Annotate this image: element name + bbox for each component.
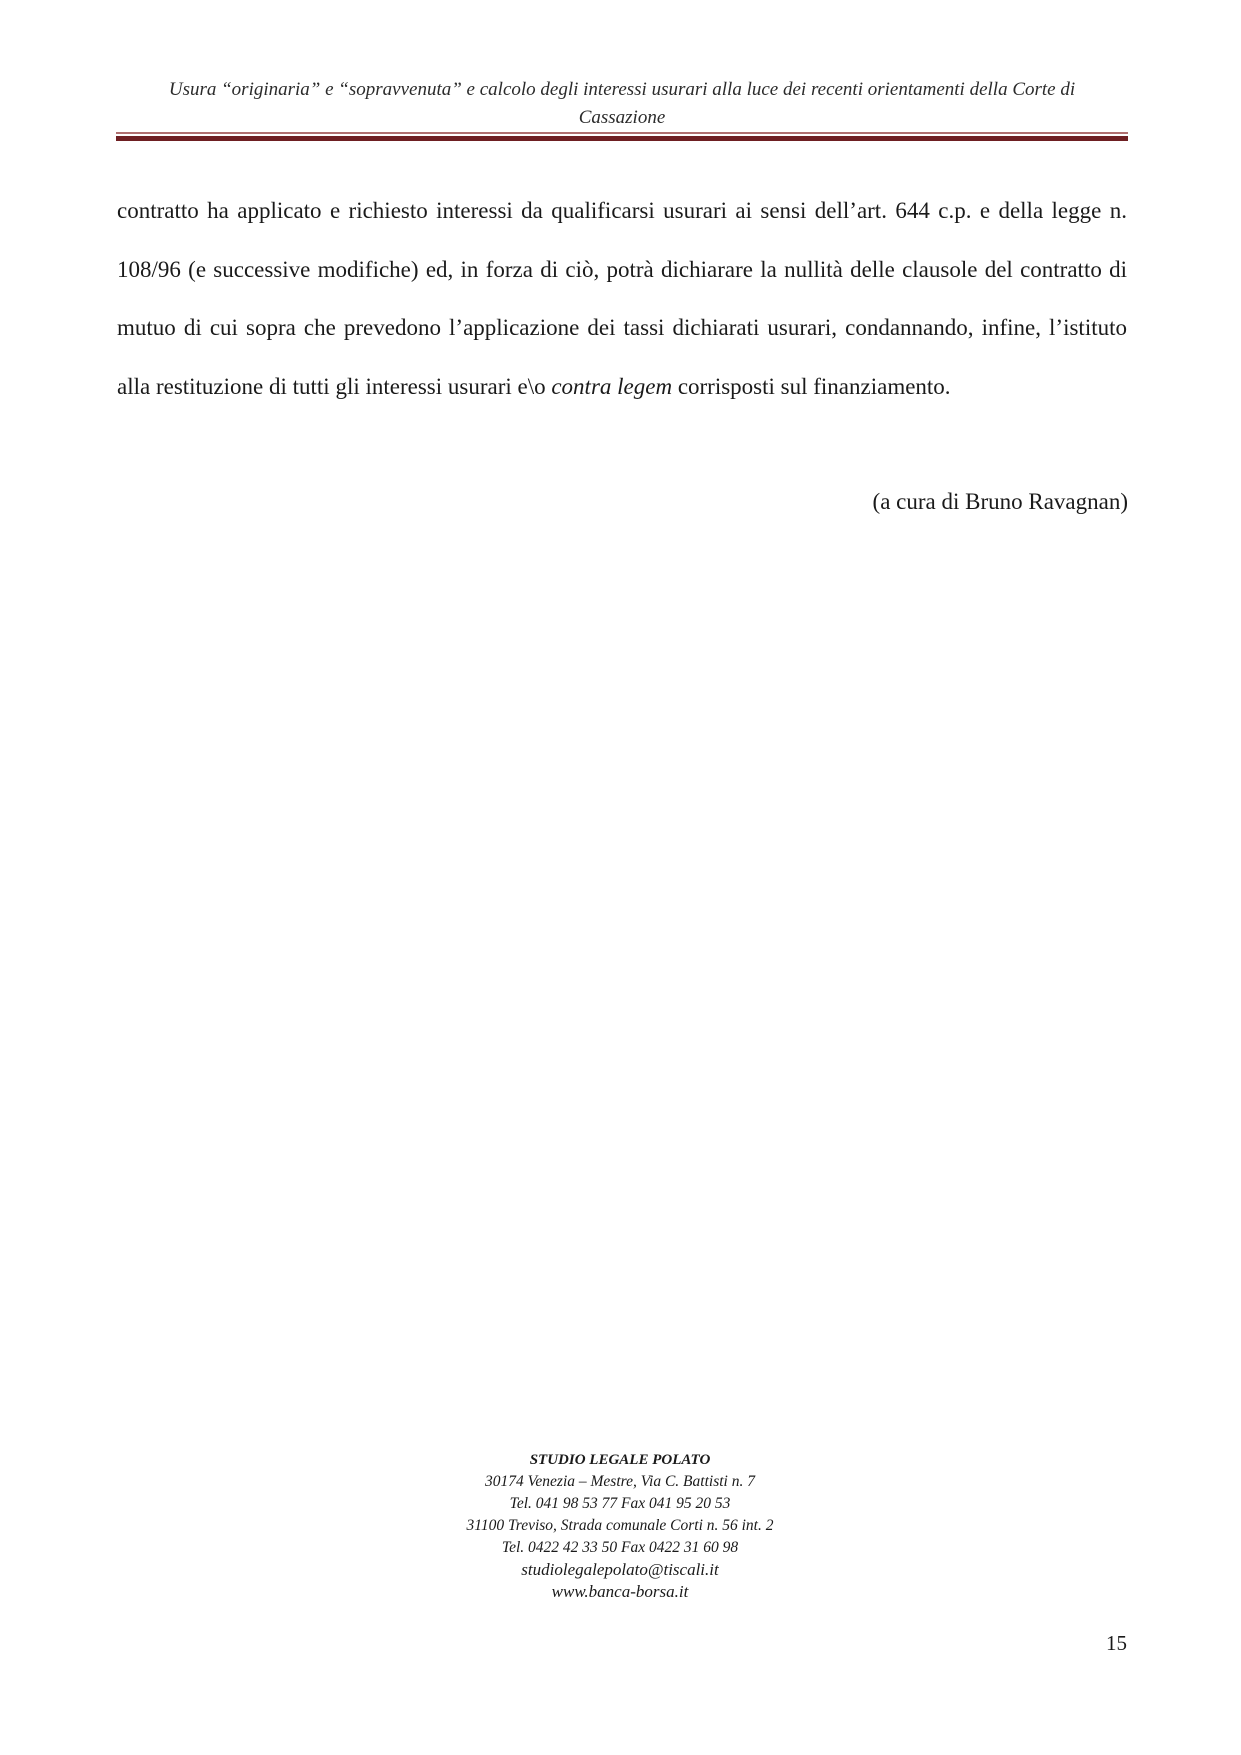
body-text-end: corrisposti sul finanziamento. (672, 373, 951, 399)
footer-address-treviso: 31100 Treviso, Strada comunale Corti n. 56 int. 2 (466, 1517, 774, 1534)
footer-phone-venezia: Tel. 041 98 53 77 Fax 041 95 20 53 (509, 1495, 731, 1512)
footer-firm-name: STUDIO LEGALE POLATO (529, 1452, 711, 1468)
body-text-italic: contra legem (551, 373, 673, 399)
header-divider-thin (116, 132, 1128, 134)
body-paragraph (117, 182, 1127, 416)
author-signature: (a cura di Bruno Ravagnan) (872, 489, 1128, 514)
footer-email: studiolegalepolato@tiscali.it (521, 1560, 719, 1579)
footer-address-venezia: 30174 Venezia – Mestre, Via C. Battisti n. 7 (485, 1473, 755, 1490)
page-number: 15 (1106, 1631, 1127, 1655)
header-divider-thick (116, 136, 1128, 141)
header-divider (116, 132, 1128, 141)
page-footer (320, 1449, 920, 1603)
running-header (116, 76, 1128, 132)
body-text-main: contratto ha applicato e richiesto interessi da qualificarsi usurari ai sensi dell’art. 644 c.p. e della legge n. 108/96 (e successive modifiche) ed, in forza di ciò, potrà dichiarare la nullità delle clausole del contratto di mutuo di cui sopra che prevedono l’applicazione dei tassi dichiarati usurari, condannando, infine, l’istituto alla restituzione di tutti gli interessi usurari e\o (117, 198, 1127, 399)
footer-website: www.banca-borsa.it (551, 1582, 689, 1601)
header-title-line2: Cassazione (578, 107, 666, 128)
footer-phone-treviso: Tel. 0422 42 33 50 Fax 0422 31 60 98 (501, 1539, 739, 1556)
header-title-line1: Usura “originaria” e “sopravvenuta” e calcolo degli interessi usurari alla luce dei recenti orientamenti della Corte di (168, 79, 1076, 100)
